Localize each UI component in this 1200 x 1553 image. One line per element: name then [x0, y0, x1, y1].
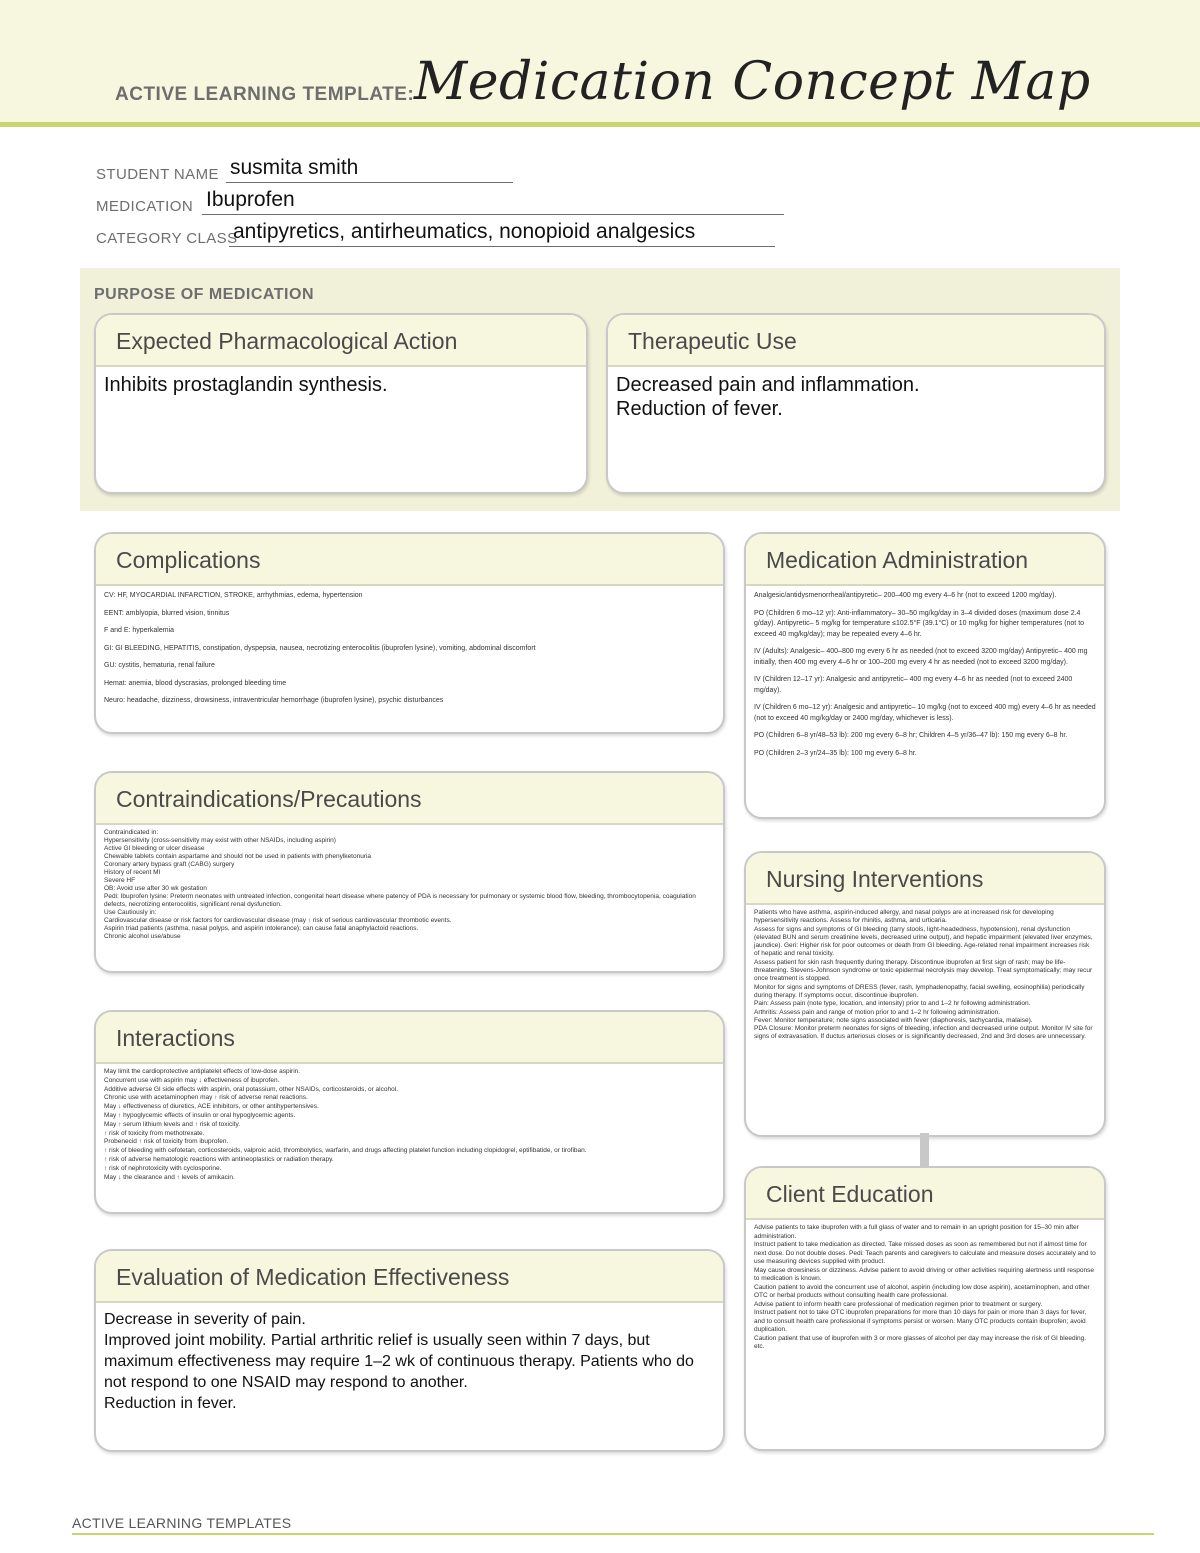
interaction-item: ↑ risk of bleeding with cefotetan, corticosteroids, valproic acid, thrombolytics, warfarin, and drugs affecting platelet function including clopidogrel, eptifibatide, or tirofiban. [104, 1147, 587, 1155]
interactions-title: Interactions [96, 1012, 723, 1064]
education-item: Advise patients to take ibuprofen with a full glass of water and to remain in an upright position for 15–30 min after administration. [754, 1224, 1079, 1240]
administration-item: PO (Children 6–8 yr/48–53 lb): 200 mg every 6–8 hr; Children 4–5 yr/36–47 lb): 150 mg every 6–8 hr. [754, 732, 1068, 739]
education-item: Caution patient that use of ibuprofen with 3 or more glasses of alcohol per day may increase the risk of GI bleeding. [754, 1334, 1087, 1342]
nursing-item: Fever: Monitor temperature; note signs associated with fever (diaphoresis, tachycardia, malaise). [754, 1016, 1033, 1024]
contraindication-item: Hypersensitivity (cross-sensitivity may exist with other NSAIDs, including aspirin) [104, 837, 336, 844]
education-item: May cause drowsiness or dizziness. Advise patient to avoid driving or other activities requiring alertness until response to medication is known. [754, 1266, 1094, 1282]
student-name-field[interactable] [226, 156, 513, 183]
therapeutic-use-line: Reduction of fever. [616, 398, 783, 420]
category-class-value: antipyretics, antirheumatics, nonopioid analgesics [233, 220, 696, 243]
interaction-item: May limit the cardioprotective antiplatelet effects of low-dose aspirin. [104, 1068, 301, 1075]
header-rule [0, 122, 1200, 127]
interaction-item: ↑ risk of nephrotoxicity with cyclosporine. [104, 1164, 222, 1172]
education-item: etc. [754, 1343, 765, 1350]
interaction-item: Probenecid ↑ risk of toxicity from ibuprofen. [104, 1138, 229, 1146]
medication-label: MEDICATION [96, 198, 194, 215]
contraindication-item: Chewable tablets contain aspartame and should not be used in patients with phenylketonuria [104, 853, 372, 860]
contraindications-box [94, 771, 725, 973]
template-label: ACTIVE LEARNING TEMPLATE: [115, 84, 415, 105]
interaction-item: May ↑ serum lithium levels and ↑ risk of toxicity. [104, 1120, 241, 1128]
contraindication-item: Use Cautiously in: [104, 909, 157, 916]
nursing-item: Pain: Assess pain (note type, location, and intensity) prior to and 1–2 hr following administration. [754, 1000, 1031, 1008]
medication-field[interactable] [202, 188, 784, 215]
client-education-title: Client Education [746, 1168, 1104, 1220]
interaction-item: Additive adverse GI side effects with aspirin, oral potassium, other NSAIDs, corticosteroids, or alcohol. [104, 1085, 398, 1093]
contraindication-item: Chronic alcohol use/abuse [104, 933, 181, 940]
evaluation-line: Improved joint mobility. Partial arthritic relief is usually seen within 7 days, but maximum effectiveness may require 1–2 wk of continuous therapy. Patients who do not respond to one NSAID may respond to another. [104, 1332, 694, 1391]
administration-text[interactable] [746, 586, 1104, 759]
contraindication-item: OB: Avoid use after 30 wk gestation [104, 885, 207, 892]
connector-bar [920, 1133, 929, 1168]
contraindication-item: Cardiovascular disease or risk factors for cardiovascular disease (may ↑ risk of serious cardiovascular thrombotic events. [104, 917, 452, 924]
complications-box [94, 532, 725, 734]
contraindications-text[interactable] [96, 825, 723, 941]
expected-action-title: Expected Pharmacological Action [96, 315, 586, 367]
interaction-item: May ↓ effectiveness of diuretics, ACE inhibitors, or other antihypertensives. [104, 1103, 319, 1111]
education-item: Instruct patient to take medication as directed. Take missed doses as soon as remembered but not if almost time for next dose. Do not double doses. Pedi: Teach parents and caregivers to calculate and measure doses accurately and to use measuring devices supplied with product. [754, 1241, 1096, 1265]
interaction-item: ↑ risk of toxicity from methotrexate. [104, 1129, 205, 1137]
therapeutic-use-line: Decreased pain and inflammation. [616, 374, 920, 396]
interaction-item: Concurrent use with aspirin may ↓ effectiveness of ibuprofen. [104, 1076, 280, 1084]
nursing-item: Monitor for signs and symptoms of DRESS (fever, rash, lymphadenopathy, facial swelling, eosinophilia) periodically during therapy. If symptoms occur, discontinue ibuprofen. [754, 983, 1085, 999]
administration-item: PO (Children 6 mo–12 yr): Anti-inflammatory– 30–50 mg/kg/day in 3–4 divided doses (maximum dose 2.4 g/day). Antipyretic– 5 mg/kg for temperature ≤102.5°F (39.1°C) or 10 mg/kg for higher temperatures (not to exceed 40 mg/kg/day); may be repeated every 4–6 hr. [754, 609, 1085, 638]
complication-item: Neuro: headache, dizziness, drowsiness, intraventricular hemorrhage (ibuprofen lysine), psychic disturbances [104, 697, 444, 704]
contraindication-item: Pedi: Ibuprofen lysine: Preterm neonates with untreated infection, congenital heart disease where patency of PDA is necessary for pulmonary or systemic blood flow, bleeding, thrombocytopenia, coagulation defects, necrotizing enterocolitis, significant renal dysfunction. [104, 893, 696, 908]
administration-item: Analgesic/antidysmenorrheal/antipyretic– 200–400 mg every 4–6 hr (not to exceed 1200 mg/day). [754, 592, 1057, 599]
expected-action-box [94, 313, 588, 494]
contraindication-item: Contraindicated in: [104, 829, 159, 836]
complications-text[interactable] [96, 586, 723, 707]
evaluation-title: Evaluation of Medication Effectiveness [96, 1251, 723, 1303]
education-item: Instruct patient not to take OTC ibuprofen preparations for more than 10 days for pain or more than 3 days for fever, and to consult health care professional if symptoms persist or worsen. Many OTC products contain ibuprofen; avoid duplication. [754, 1309, 1087, 1333]
expected-action-text[interactable]: Inhibits prostaglandin synthesis. [104, 374, 388, 396]
complication-item: EENT: amblyopia, blurred vision, tinnitus [104, 609, 230, 617]
client-education-text[interactable] [746, 1220, 1104, 1352]
contraindication-item: Active GI bleeding or ulcer disease [104, 845, 205, 852]
contraindication-item: Coronary artery bypass graft (CABG) surgery [104, 861, 235, 868]
contraindication-item: History of recent MI [104, 869, 161, 876]
category-class-label: CATEGORY CLASS [96, 230, 238, 247]
nursing-item: Patients who have asthma, aspirin-induced allergy, and nasal polyps are at increased risk for developing hypersensitivity reactions. Assess for rhinitis, asthma, and urticaria. [754, 909, 1054, 925]
evaluation-box [94, 1249, 725, 1452]
contraindication-item: Aspirin triad patients (asthma, nasal polyps, and aspirin intolerance); can cause fatal anaphylactoid reactions. [104, 925, 419, 932]
student-name-value: susmita smith [230, 156, 359, 179]
category-class-field[interactable] [229, 220, 775, 247]
purpose-section-title: PURPOSE OF MEDICATION [94, 286, 314, 303]
contraindication-item: Severe HF [104, 877, 136, 884]
administration-item: PO (Children 2–3 yr/24–35 lb): 100 mg every 6–8 hr. [754, 749, 917, 757]
administration-box [744, 532, 1106, 819]
interactions-text[interactable] [96, 1064, 723, 1182]
student-name-label: STUDENT NAME [96, 166, 219, 183]
complication-item: Hemat: anemia, blood dyscrasias, prolonged bleeding time [104, 679, 287, 687]
footer-label: ACTIVE LEARNING TEMPLATES [72, 1515, 292, 1531]
therapeutic-use-title: Therapeutic Use [608, 315, 1104, 367]
nursing-item: Arthritis: Assess pain and range of motion prior to and 1–2 hr following administration. [754, 1008, 1001, 1016]
administration-item: IV (Children 12–17 yr): Analgesic and antipyretic– 400 mg every 4–6 hr as needed (not to exceed 2400 mg/day). [754, 676, 1073, 694]
complication-item: GI: GI BLEEDING, HEPATITIS, constipation, dyspepsia, nausea, necrotizing enterocolitis (ibuprofen lysine), vomiting, abdominal discomfort [104, 644, 536, 652]
nursing-interventions-title: Nursing Interventions [746, 853, 1104, 905]
evaluation-text[interactable] [96, 1303, 723, 1414]
evaluation-line: Reduction in fever. [104, 1395, 237, 1412]
education-item: Caution patient to avoid the concurrent use of alcohol, aspirin (including low dose aspirin), acetaminophen, and other OTC or herbal products without consulting health care professional. [754, 1283, 1090, 1299]
interactions-box [94, 1010, 725, 1214]
interaction-item: May ↓ the clearance and ↑ levels of amikacin. [104, 1173, 235, 1181]
evaluation-line: Decrease in severity of pain. [104, 1311, 306, 1328]
administration-title: Medication Administration [746, 534, 1104, 586]
contraindications-title: Contraindications/Precautions [96, 773, 723, 825]
page-title: Medication Concept Map [414, 52, 1091, 112]
nursing-item: PDA Closure: Monitor preterm neonates for signs of bleeding, infection and decreased urine output. Monitor IV site for signs of extravasation. If ductus arteriosus closes or is significantly decreased, 2nd and 3rd doses are unnecessary. [754, 1025, 1093, 1041]
interaction-item: ↑ risk of adverse hematologic reactions with antineoplastics or radiation therapy. [104, 1155, 334, 1163]
therapeutic-use-text[interactable] [608, 367, 1104, 421]
complication-item: GU: cystitis, hematuria, renal failure [104, 662, 215, 669]
complication-item: CV: HF, MYOCARDIAL INFARCTION, STROKE, arrhythmias, edema, hypertension [104, 592, 363, 599]
nursing-item: Assess for signs and symptoms of GI bleeding (tarry stools, light-headedness, hypotension), renal dysfunction (elevated BUN and serum creatinine levels, decreased urine output), and hepatic impairment (elevated liver enzymes, jaundice). Geri: Higher risk for poor outcomes or death from GI bleeding. Age-related renal impairment increases risk of hepatic and renal toxicity. [754, 925, 1093, 958]
interaction-item: May ↑ hypoglycemic effects of insulin or oral hypoglycemic agents. [104, 1111, 296, 1119]
therapeutic-use-box [606, 313, 1106, 494]
administration-item: IV (Children 6 mo–12 yr): Analgesic and antipyretic– 10 mg/kg (not to exceed 400 mg) every 4–6 hr as needed (not to exceed 40 mg/kg/day or 2400 mg/day, whichever is less). [754, 704, 1096, 722]
client-education-box [744, 1166, 1106, 1451]
interaction-item: Chronic use with acetaminophen may ↑ risk of adverse renal reactions. [104, 1094, 308, 1102]
nursing-interventions-box [744, 851, 1106, 1137]
nursing-interventions-text[interactable] [746, 905, 1104, 1042]
education-item: Advise patient to inform health care professional of medication regimen prior to treatment or surgery. [754, 1300, 1043, 1308]
medication-value: Ibuprofen [206, 188, 295, 211]
footer-rule [72, 1533, 1154, 1535]
complications-title: Complications [96, 534, 723, 586]
administration-item: IV (Adults): Analgesic– 400–800 mg every 6 hr as needed (not to exceed 3200 mg/day) Antipyretic– 400 mg initially, then 400 mg every 4–6 hr or 100–200 mg every 4 hr as needed (not to exceed 3200 mg/day). [754, 648, 1088, 666]
complication-item: F and E: hyperkalemia [104, 627, 175, 634]
nursing-item: Assess patient for skin rash frequently during therapy. Discontinue ibuprofen at first sign of rash; may be life-threatening. Stevens-Johnson syndrome or toxic epidermal necrolysis may develop. Treat symptomatically; may recur once treatment is stopped. [754, 958, 1093, 983]
